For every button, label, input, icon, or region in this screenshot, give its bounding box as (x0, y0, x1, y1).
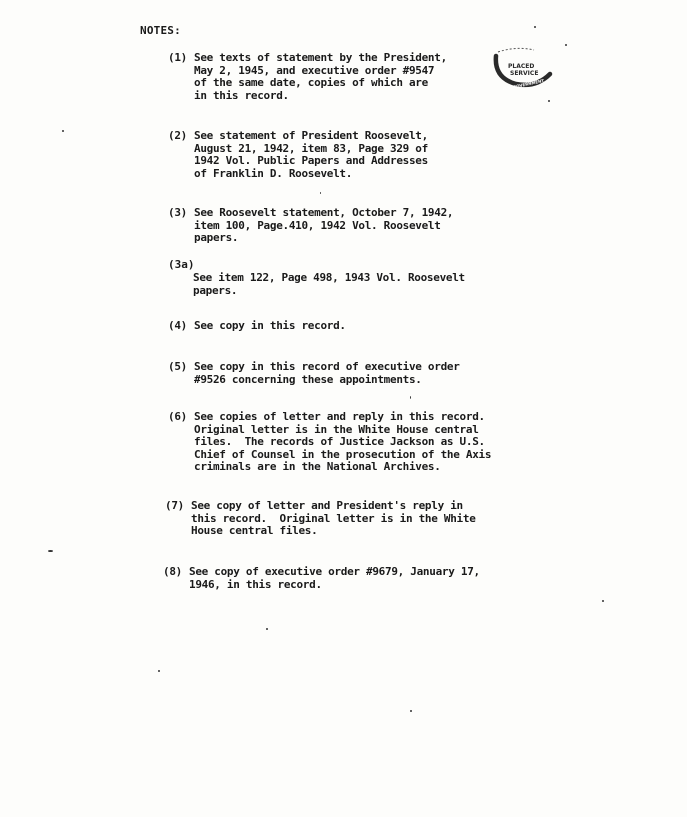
note-text (194, 130, 428, 180)
note-text (194, 52, 447, 102)
note-text (194, 320, 346, 333)
note-line: of Franklin D. Roosevelt. (194, 166, 353, 180)
scan-speck (48, 550, 53, 552)
archive-stamp (490, 44, 554, 90)
note-1 (168, 52, 447, 102)
stamp-text-mid: SERVICE (510, 70, 539, 77)
note-3 (168, 207, 453, 245)
note-line: Original letter is in the White House central (194, 422, 479, 436)
scan-speck (320, 192, 321, 194)
scan-speck (158, 670, 160, 672)
note-line: papers. (194, 231, 239, 245)
scan-speck (548, 100, 550, 102)
scan-speck (565, 44, 567, 46)
note-3a-number: (3a) (168, 258, 195, 271)
note-text (191, 500, 476, 538)
note-line: criminals are in the National Archives. (194, 460, 441, 474)
note-line: House central files. (191, 524, 318, 538)
note-3a-text (193, 272, 465, 297)
note-text (194, 207, 453, 245)
note-line: See copies of letter and reply in this record. (194, 410, 485, 423)
note-line: See item 122, Page 498, 1943 Vol. Roosevelt (193, 271, 465, 284)
note-line: 1942 Vol. Public Papers and Addresses (194, 154, 428, 168)
note-line: 1946, in this record. (189, 577, 322, 591)
note-7 (165, 500, 476, 538)
note-line: See texts of statement by the President, (194, 51, 447, 64)
note-line: August 21, 1942, item 83, Page 329 of (194, 141, 428, 155)
note-number: (4) (168, 319, 187, 332)
note-number: (3) (168, 206, 187, 219)
note-line: papers. (193, 283, 238, 297)
stamp-text-bottom: U.S. GOVERNMENT (502, 77, 545, 90)
note-number: (7) (165, 499, 184, 512)
note-text (189, 566, 480, 591)
note-number: (5) (168, 360, 187, 373)
note-4 (168, 320, 346, 333)
note-line: files. The records of Justice Jackson as U.S. (194, 435, 485, 449)
note-2 (168, 130, 428, 180)
note-text (194, 411, 491, 474)
note-line: of the same date, copies of which are (194, 76, 428, 90)
note-line: See copy in this record. (194, 319, 346, 332)
scan-speck (266, 628, 268, 630)
note-number: (6) (168, 410, 187, 423)
note-line: May 2, 1945, and executive order #9547 (194, 63, 435, 77)
note-line: this record. Original letter is in the White (191, 511, 476, 525)
note-line: See Roosevelt statement, October 7, 1942, (194, 206, 454, 219)
note-line: #9526 concerning these appointments. (194, 372, 422, 386)
notes-heading: NOTES: (140, 24, 181, 37)
note-line: See copy of letter and President's reply in (191, 499, 463, 512)
note-line: in this record. (194, 88, 289, 102)
note-line: Chief of Counsel in the prosecution of the Axis (194, 447, 492, 461)
scan-speck (534, 26, 536, 28)
note-line: See copy in this record of executive order (194, 360, 460, 373)
note-number: (2) (168, 129, 187, 142)
scan-speck (410, 710, 412, 712)
scan-speck (602, 600, 604, 602)
stamp-graphic (490, 44, 554, 90)
stamp-text-top: PLACED (508, 63, 535, 70)
note-6 (168, 411, 491, 474)
note-line: item 100, Page.410, 1942 Vol. Roosevelt (194, 218, 441, 232)
note-line: See statement of President Roosevelt, (194, 129, 428, 142)
note-5 (168, 361, 460, 386)
note-number: (1) (168, 51, 187, 64)
scan-speck (410, 396, 411, 399)
note-text (194, 361, 460, 386)
note-line: See copy of executive order #9679, January 17, (189, 565, 480, 578)
scan-speck (62, 130, 64, 132)
note-8 (163, 566, 480, 591)
note-number: (8) (163, 565, 182, 578)
